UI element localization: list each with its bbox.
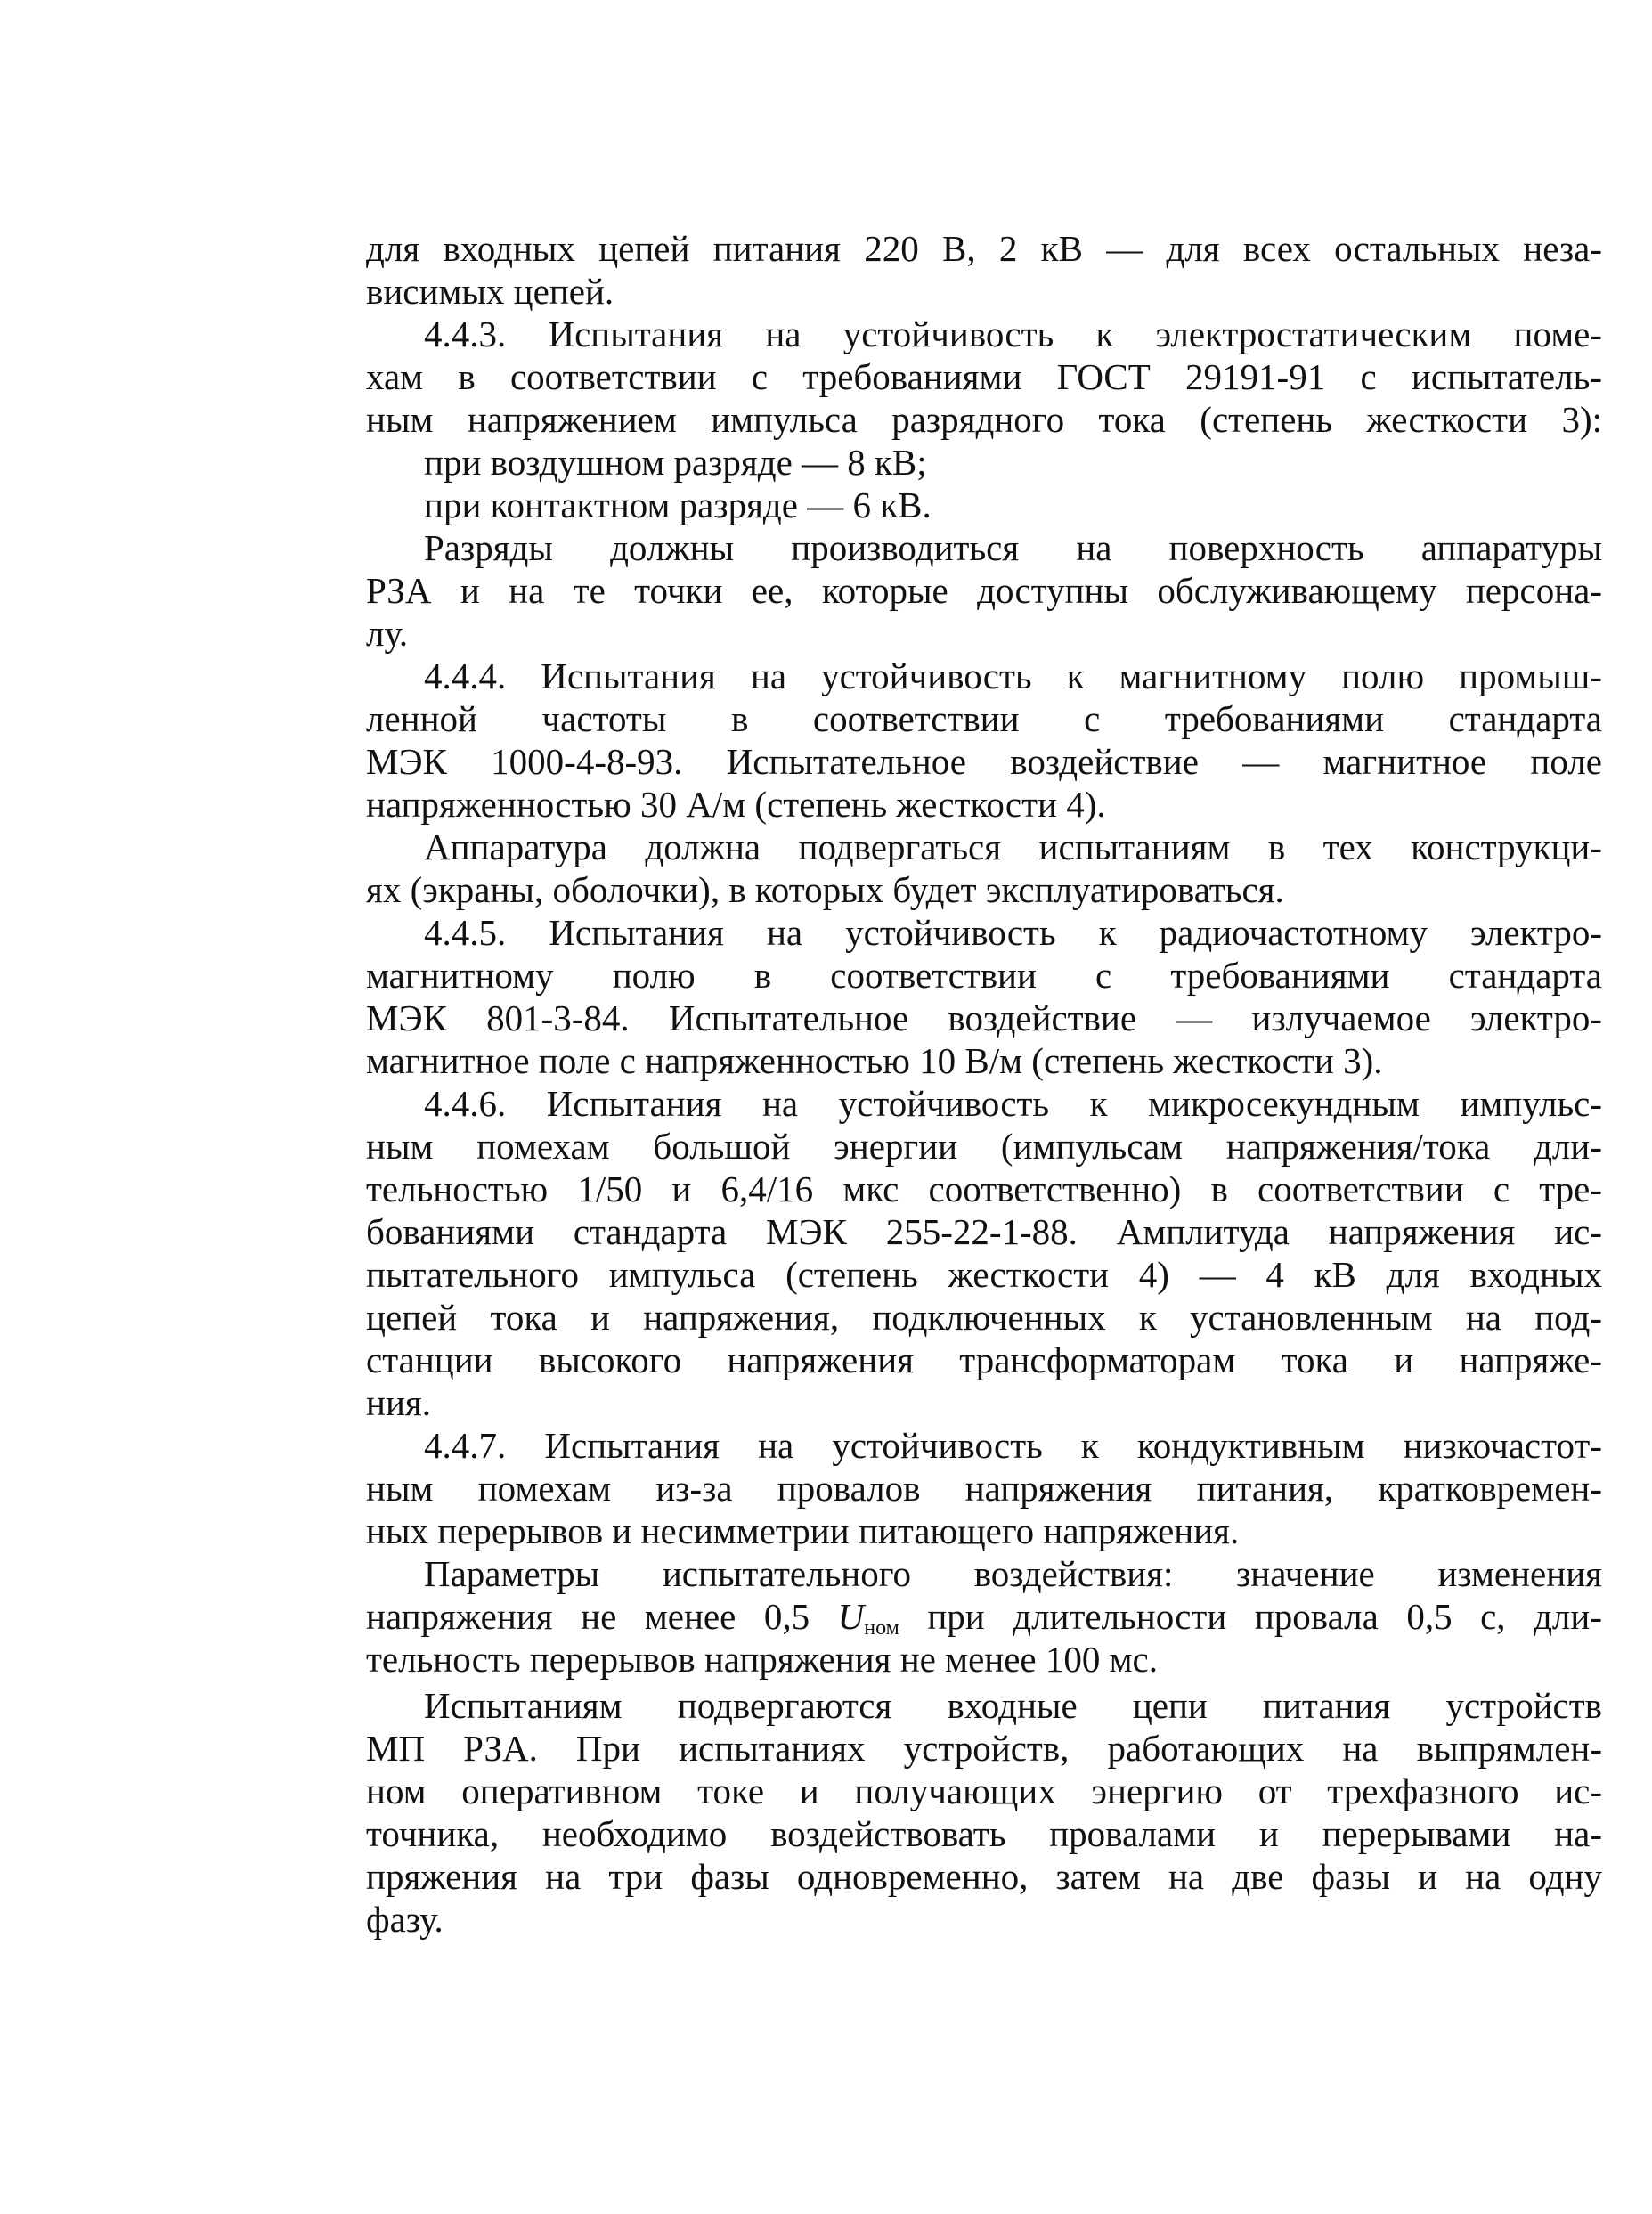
text-line: ном оперативном токе и получающих энергию от трехфазного ис- [366, 1770, 1602, 1811]
text-line: бованиями стандарта МЭК 255-22-1-88. Амплитуда напряжения ис- [366, 1211, 1602, 1252]
text-line: ях (экраны, оболочки), в которых будет эксплуатироваться. [366, 869, 1284, 910]
text-line: ленной частоты в соответствии с требованиями стандарта [366, 698, 1602, 739]
text-line: Разряды должны производиться на поверхность аппаратуры [424, 527, 1602, 568]
text-line: хам в соответствии с требованиями ГОСТ 29191-91 с испытатель- [366, 356, 1602, 397]
text-line: пытательного импульса (степень жесткости 4) — 4 кВ для входных [366, 1254, 1602, 1295]
text-line: 4.4.3. Испытания на устойчивость к электростатическим поме- [424, 313, 1602, 354]
document-page [366, 227, 1602, 1941]
text-fragment: напряжения не менее 0,5 [366, 1596, 838, 1637]
text-line: Параметры испытательного воздействия: значение изменения [424, 1553, 1602, 1594]
text-line: тельность перерывов напряжения не менее 100 мс. [366, 1639, 1159, 1680]
text-line: 4.4.7. Испытания на устойчивость к кондуктивным низкочастот- [424, 1425, 1602, 1466]
text-line: Аппаратура должна подвергаться испытаниям в тех конструкци- [424, 826, 1602, 867]
text-line: для входных цепей питания 220 В, 2 кВ — для всех остальных неза- [366, 228, 1602, 269]
text-line: магнитному полю в соответствии с требованиями стандарта [366, 955, 1602, 996]
text-line: ным напряжением импульса разрядного тока (степень жесткости 3): [366, 399, 1602, 440]
text-line: РЗА и на те точки ее, которые доступны обслуживающему персона- [366, 570, 1602, 611]
text-line: МЭК 1000-4-8-93. Испытательное воздействие — магнитное поле [366, 741, 1602, 782]
text-line: лу. [366, 613, 409, 654]
text-line: ных перерывов и несимметрии питающего напряжения. [366, 1510, 1240, 1551]
text-line: ным помехам большой энергии (импульсам напряжения/тока дли- [366, 1126, 1602, 1167]
voltage-subscript: ном [864, 1616, 899, 1640]
text-line: пряжения на три фазы одновременно, затем на две фазы и на одну [366, 1856, 1602, 1897]
text-line: ния. [366, 1382, 431, 1423]
text-line: при контактном разряде — 6 кВ. [424, 484, 932, 525]
text-line: висимых цепей. [366, 271, 614, 312]
text-fragment: при длительности провала 0,5 с, дли- [899, 1596, 1602, 1637]
text-line: 4.4.5. Испытания на устойчивость к радиочастотному электро- [424, 912, 1602, 953]
text-line: точника, необходимо воздействовать провалами и перерывами на- [366, 1813, 1602, 1854]
text-line: 4.4.4. Испытания на устойчивость к магнитному полю промыш- [424, 655, 1602, 696]
text-line: цепей тока и напряжения, подключенных к установленным на под- [366, 1297, 1602, 1338]
text-line: при воздушном разряде — 8 кВ; [424, 442, 927, 483]
text-line: напряженностью 30 А/м (степень жесткости 4). [366, 784, 1106, 825]
voltage-symbol: U [837, 1596, 865, 1637]
text-line: ным помехам из-за провалов напряжения питания, кратковремен- [366, 1468, 1602, 1509]
text-line: Испытаниям подвергаются входные цепи питания устройств [424, 1685, 1602, 1726]
text-line-with-formula [366, 1595, 1602, 1638]
text-line: МП РЗА. При испытаниях устройств, работающих на выпрямлен- [366, 1728, 1602, 1769]
text-line: магнитное поле с напряженностью 10 В/м (степень жесткости 3). [366, 1040, 1383, 1081]
text-line: тельностью 1/50 и 6,4/16 мкс соответственно) в соответствии с тре- [366, 1168, 1602, 1209]
text-line: станции высокого напряжения трансформаторам тока и напряже- [366, 1339, 1602, 1380]
text-line: МЭК 801-3-84. Испытательное воздействие — излучаемое электро- [366, 997, 1602, 1038]
text-line: 4.4.6. Испытания на устойчивость к микросекундным импульс- [424, 1083, 1602, 1124]
text-line: фазу. [366, 1899, 444, 1940]
